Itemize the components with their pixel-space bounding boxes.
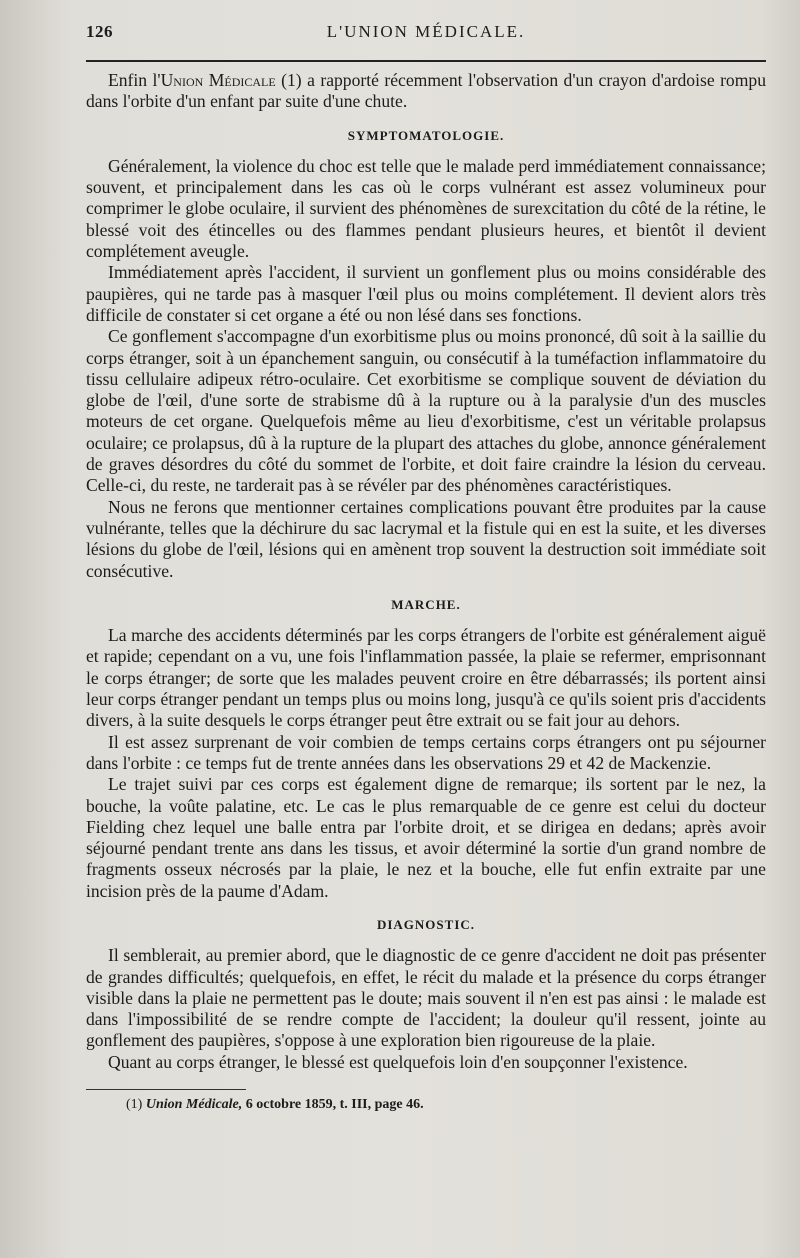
section-heading-symptomatologie: SYMPTOMATOLOGIE.	[347, 127, 505, 143]
page-number: 126	[86, 22, 113, 41]
footnote	[86, 1096, 766, 1114]
intro-text-before: Enfin l'	[108, 70, 161, 90]
intro-journal-name: Union Médicale	[160, 70, 276, 90]
footnote-title: Union Médicale,	[145, 1097, 243, 1113]
paragraph: Généralement, la violence du choc est telle que le malade perd immédiatement connaissance; souvent, et principalement dans les cas où le corps vulnérant est assez volumineux pour comprimer le globe oculaire, il survient des phénomènes de surexcitation du côté de la rétine, le blessé voit des étincelles ou des flammes pendant plusieurs heures, et bientôt il devient complétement aveugle.	[86, 155, 766, 262]
paragraph: Quant au corps étranger, le blessé est quelquefois loin d'en soupçonner l'existence.	[108, 1051, 688, 1072]
paragraph: Il est assez surprenant de voir combien de temps certains corps étrangers ont pu séjourner dans l'orbite : ce temps fut de trente années dans les observations 29 et 42 de Mackenzie.	[86, 731, 766, 773]
footnote-rule	[86, 1089, 246, 1090]
paragraph: La marche des accidents déterminés par les corps étrangers de l'orbite est généralement aiguë et rapide; cependant on a vu, une fois l'inflammation passée, la plaie se refermer, emprisonnant le corps étranger; de sorte que les malades peuvent croire en être débarrassés; ils portent ainsi leur corps étranger pendant un temps plus ou moins long, jusqu'à ce qu'ils soient pris d'accidents divers, à la suite desquels le corps étranger peut être extrait ou se fait jour au dehors.	[86, 625, 766, 731]
paragraph: Le trajet suivi par ces corps est également digne de remarque; ils sortent par le nez, la bouche, la voûte palatine, etc. Le cas le plus remarquable de ce genre est celui du docteur Fielding chez lequel une balle entra par l'orbite droit, et se dirigea en dedans; après avoir séjourné pendant trente ans dans les tissus, et avoir déterminé la sortie d'un grand nombre de fragments osseux nécrosés par la plaie, le nez et la bouche, elle fut enfin extraite par une incision près de la paume d'Adam.	[86, 774, 766, 901]
footnote-marker: (1)	[126, 1097, 143, 1113]
paragraph: Immédiatement après l'accident, il survient un gonflement plus ou moins considérable des paupières, qui ne tarde pas à masquer l'œil plus ou moins complétement. Il devient alors très difficile de constater si cet organe a été ou non lésé dans ses fonctions.	[86, 262, 766, 325]
intro-paragraph	[86, 70, 766, 113]
section-heading-marche: MARCHE.	[391, 596, 461, 612]
paragraph: Ce gonflement s'accompagne d'un exorbitisme plus ou moins prononcé, dû soit à la saillie du corps étranger, soit à un épanchement sanguin, ou consécutif à la tuméfaction inflammatoire du tissu cellulaire adipeux rétro-oculaire. Cet exorbitisme se complique souvent de déviation du globe de l'œil, d'une sorte de strabisme dû à la rupture ou à la paralysie d'un des muscles moteurs de cet organe. Quelquefois même au lieu d'exorbitisme, c'est un véritable prolapsus oculaire; ce prolapsus, dû à la rupture de la plupart des attaches du globe, annonce généralement de graves désordres du côté du sommet de l'orbite, et doit faire craindre la lésion du cerveau. Celle-ci, du reste, ne tarderait pas à se révéler par des phénomènes caractéristiques.	[86, 326, 766, 496]
intro-text-after: (1) a rapporté récemment l'observation d'un crayon d'ardoise rompu dans l'orbite d'un enfant par suite d'une chute.	[86, 70, 766, 112]
header-rule	[86, 60, 766, 62]
running-head	[86, 20, 766, 46]
paragraph: Il semblerait, au premier abord, que le diagnostic de ce genre d'accident ne doit pas présenter de grandes difficultés; quelquefois, en effet, le récit du malade et la présence du corps étranger visible dans la plaie ne permettent pas le doute; mais souvent il n'en est pas ainsi : le malade est dans l'impossibilité de se rendre compte de l'accident; la douleur qu'il ressent, jointe au gonflement des paupières, s'oppose à une exploration bien rigoureuse de la plaie.	[86, 945, 766, 1051]
section-heading-diagnostic: DIAGNOSTIC.	[376, 916, 476, 932]
paragraph: Nous ne ferons que mentionner certaines complications pouvant être produites par la cause vulnérante, telles que la déchirure du sac lacrymal et la fistule qui en est la suite, et les diverses lésions du globe de l'œil, lésions qui en amènent trop souvent la destruction soit immédiate soit consécutive.	[86, 496, 766, 581]
body-text	[86, 70, 766, 1114]
footnote-details: 6 octobre 1859, t. III, page 46.	[245, 1097, 424, 1113]
journal-title: L'UNION MÉDICALE.	[326, 22, 526, 41]
